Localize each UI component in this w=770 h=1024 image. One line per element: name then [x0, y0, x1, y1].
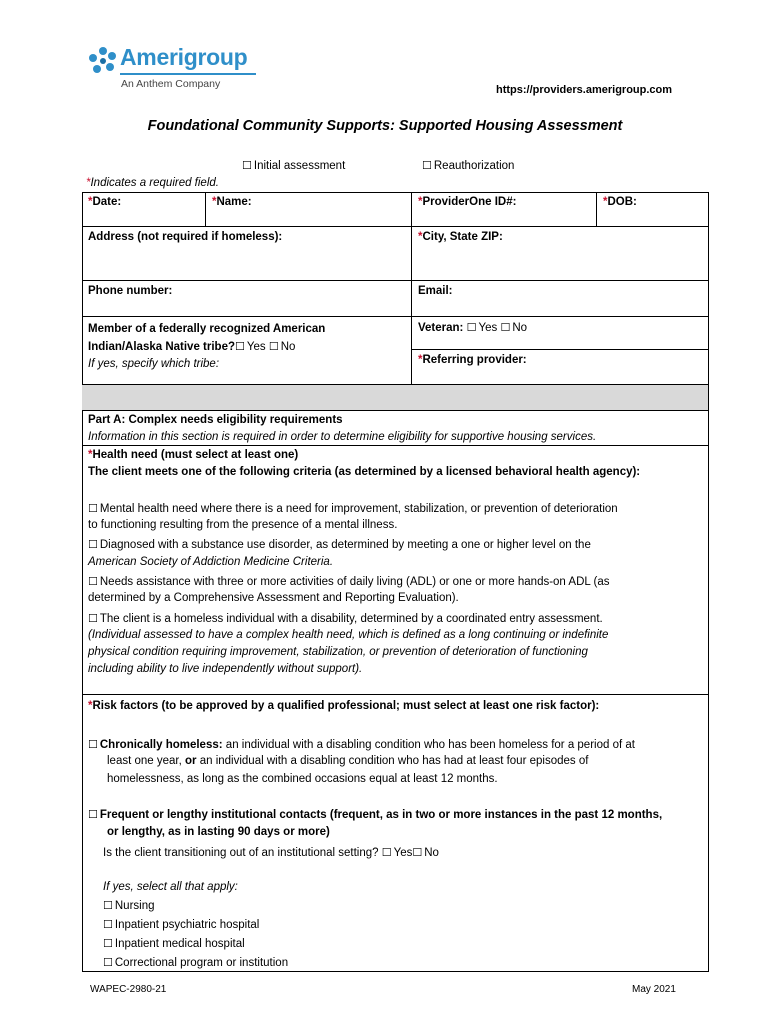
homeless-note-line1: (Individual assessed to have a complex health need, which is defined as a long continuing or indefinite	[88, 629, 609, 641]
checkbox-icon[interactable]: ☐	[88, 538, 98, 551]
referring-provider-field[interactable]: *Referring provider:	[412, 350, 709, 385]
substance-use-option-cont: American Society of Addiction Medicine Criteria.	[88, 556, 334, 568]
amerigroup-logo	[88, 44, 258, 94]
tribe-specify-label: If yes, specify which tribe:	[88, 358, 220, 370]
checkbox-icon[interactable]: ☐	[103, 937, 113, 950]
address-field[interactable]: Address (not required if homeless):	[82, 227, 412, 281]
health-need-subtitle: The client meets one of the following criteria (as determined by a licensed behavioral health agency):	[88, 466, 641, 478]
logo-subtitle: An Anthem Company	[121, 78, 221, 90]
required-note: *Indicates a required field.	[86, 177, 219, 189]
checkbox-icon[interactable]: ☐	[103, 918, 113, 931]
checkbox-icon[interactable]: ☐	[88, 575, 98, 588]
mental-health-option-cont: to functioning resulting from the presence of a mental illness.	[88, 519, 398, 531]
date-field[interactable]: *Date:	[82, 192, 206, 227]
if-yes-label: If yes, select all that apply:	[103, 881, 238, 893]
substance-use-option[interactable]: ☐ Diagnosed with a substance use disorder, as determined by meeting a one or higher level on the	[88, 538, 591, 551]
part-a-note: Information in this section is required in order to determine eligibility for supportive housing services.	[88, 431, 597, 443]
transition-question: Is the client transitioning out of an institutional setting? ☐ Yes☐ No	[103, 846, 439, 859]
city-state-zip-field[interactable]: *City, State ZIP:	[412, 227, 709, 281]
page-title: Foundational Community Supports: Supported Housing Assessment	[147, 118, 623, 134]
tribe-question-line1: Member of a federally recognized American	[88, 323, 326, 335]
mental-health-option[interactable]: ☐ Mental health need where there is a need for improvement, stabilization, or prevention of deterioration	[88, 502, 618, 515]
veteran-field: Veteran: ☐ Yes ☐ No	[412, 317, 709, 350]
transition-yes-checkbox-icon[interactable]: ☐	[381, 846, 392, 859]
tribe-yes-checkbox-icon[interactable]: ☐	[235, 340, 245, 353]
part-a-title: Part A: Complex needs eligibility requirements	[88, 414, 343, 426]
chronically-homeless-cont1: least one year, or an individual with a disabling condition who has had at least four episodes of	[107, 755, 589, 767]
homeless-disability-option[interactable]: ☐ The client is a homeless individual with a disability, determined by a coordinated entry assessment.	[88, 612, 603, 625]
institutional-contacts-option[interactable]: ☐ Frequent or lengthy institutional contacts (frequent, as in two or more instances in the past 12 months,	[88, 808, 663, 821]
checkbox-icon[interactable]: ☐	[88, 502, 98, 515]
checkbox-icon[interactable]: ☐	[88, 738, 98, 751]
chronically-homeless-option[interactable]: ☐ Chronically homeless: an individual with a disabling condition who has been homeless for a period of at	[88, 738, 635, 751]
checkbox-icon[interactable]: ☐	[88, 808, 98, 821]
dob-field[interactable]: *DOB:	[597, 192, 709, 227]
form-date: May 2021	[632, 984, 676, 995]
part-a-header	[82, 411, 709, 446]
option-nursing[interactable]: ☐ Nursing	[103, 899, 155, 912]
name-field[interactable]: *Name:	[206, 192, 412, 227]
initial-assessment-label: Initial assessment	[253, 160, 346, 172]
homeless-note-line2: physical condition requiring improvement, stabilization, or prevention of deterioration of functioning	[88, 646, 588, 658]
risk-factors-title: *Risk factors (to be approved by a qualified professional; must select at least one risk factor):	[88, 700, 600, 712]
logo-underline	[120, 73, 256, 75]
chronically-homeless-cont2: homelessness, as long as the combined occasions equal at least 12 months.	[107, 773, 498, 785]
checkbox-icon[interactable]: ☐	[103, 899, 113, 912]
email-field[interactable]: Email:	[412, 281, 709, 317]
checkbox-icon[interactable]: ☐	[103, 956, 113, 969]
checkbox-icon[interactable]: ☐	[422, 159, 432, 172]
transition-no-checkbox-icon[interactable]: ☐	[412, 846, 423, 859]
phone-field[interactable]: Phone number:	[82, 281, 412, 317]
option-inpatient-psychiatric[interactable]: ☐ Inpatient psychiatric hospital	[103, 918, 260, 931]
health-need-title: *Health need (must select at least one)	[88, 449, 299, 461]
homeless-note-line3: including ability to live independently without support).	[88, 663, 363, 675]
adl-option[interactable]: ☐ Needs assistance with three or more activities of daily living (ADL) or one or more hands-on ADL (as	[88, 575, 610, 588]
adl-option-cont: determined by a Comprehensive Assessment and Reporting Evaluation).	[88, 592, 459, 604]
option-correctional[interactable]: ☐ Correctional program or institution	[103, 956, 289, 969]
tribe-question-line2: Indian/Alaska Native tribe?	[88, 341, 235, 353]
provider-url: https://providers.amerigroup.com	[496, 84, 673, 96]
institutional-contacts-cont: or lengthy, as in lasting 90 days or more)	[107, 826, 330, 838]
tribe-question: Member of a federally recognized American Indian/Alaska Native tribe?☐ Yes ☐ No If yes, specify which tribe:	[82, 317, 412, 385]
veteran-no-checkbox-icon[interactable]: ☐	[500, 321, 511, 334]
option-inpatient-medical[interactable]: ☐ Inpatient medical hospital	[103, 937, 245, 950]
initial-assessment-option[interactable]	[242, 157, 345, 175]
logo-name: Amerigroup	[120, 44, 248, 70]
checkbox-icon[interactable]: ☐	[242, 159, 252, 172]
logo-flower-icon	[88, 46, 118, 76]
form-code: WAPEC-2980-21	[90, 984, 167, 995]
reauthorization-option[interactable]	[422, 157, 514, 175]
reauthorization-label: Reauthorization	[433, 160, 515, 172]
provider-one-id-field[interactable]: *ProviderOne ID#:	[412, 192, 597, 227]
tribe-no-checkbox-icon[interactable]: ☐	[268, 340, 279, 353]
checkbox-icon[interactable]: ☐	[88, 612, 98, 625]
veteran-yes-checkbox-icon[interactable]: ☐	[466, 321, 477, 334]
section-separator	[82, 385, 709, 411]
